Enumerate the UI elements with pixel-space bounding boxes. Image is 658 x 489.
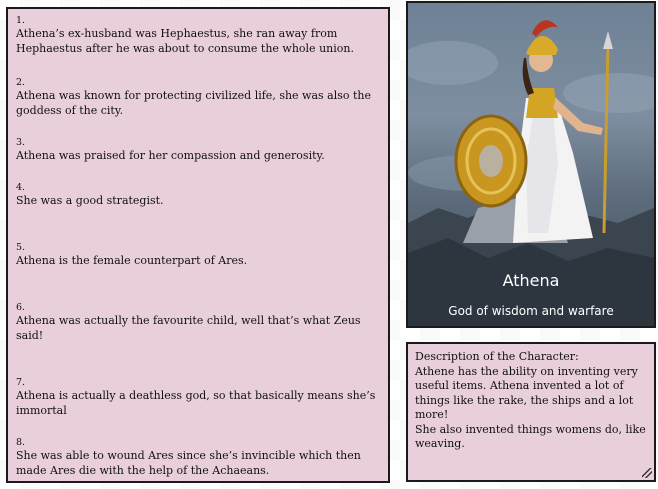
resize-handle-icon[interactable] (642, 468, 652, 478)
fact-item (16, 182, 380, 242)
fact-text: Athena is the female counterpart of Ares. (16, 254, 248, 267)
fact-text: Athena was actually the favourite child, well that’s what Zeus said! (16, 314, 361, 342)
fact-item (16, 437, 380, 478)
fact-text: She was able to wound Ares since she’s invincible which then made Ares die with the help of the Achaeans. (16, 449, 361, 477)
fact-text: Athena’s ex-husband was Hephaestus, she ran away from Hephaestus after he was about to consume the whole union. (16, 27, 354, 55)
fact-text: Athena was known for protecting civilized life, she was also the goddess of the city. (16, 89, 372, 117)
fact-item (16, 77, 380, 137)
fact-item (16, 242, 380, 302)
fact-number: 1. (16, 15, 26, 26)
fact-text: Athena was praised for her compassion and generosity. (16, 149, 325, 162)
description-paragraph: Athene has the ability on inventing very useful items. Athena invented a lot of things like the rake, the ships and a lot more! (415, 364, 638, 421)
fact-number: 5. (16, 242, 26, 253)
facts-panel (6, 7, 390, 483)
description-paragraph: She also invented things womens do, like weaving. (415, 422, 646, 450)
fact-item (16, 377, 380, 437)
fact-text: She was a good strategist. (16, 194, 164, 207)
fact-item (16, 137, 380, 182)
fact-text: Athena is actually a deathless god, so that basically means she’s immortal (16, 389, 376, 417)
description-heading: Description of the Character: (415, 350, 579, 363)
fact-item (16, 15, 380, 77)
fact-number: 2. (16, 77, 26, 88)
description-panel (406, 342, 656, 482)
fact-item (16, 302, 380, 377)
image-caption-subtitle: God of wisdom and warfare (448, 304, 614, 318)
fact-number: 4. (16, 182, 26, 193)
fact-number: 3. (16, 137, 26, 148)
image-caption-title: Athena (502, 271, 560, 290)
fact-number: 8. (16, 437, 26, 448)
athena-image-panel (406, 1, 656, 328)
fact-number: 7. (16, 377, 26, 388)
fact-number: 6. (16, 302, 26, 313)
